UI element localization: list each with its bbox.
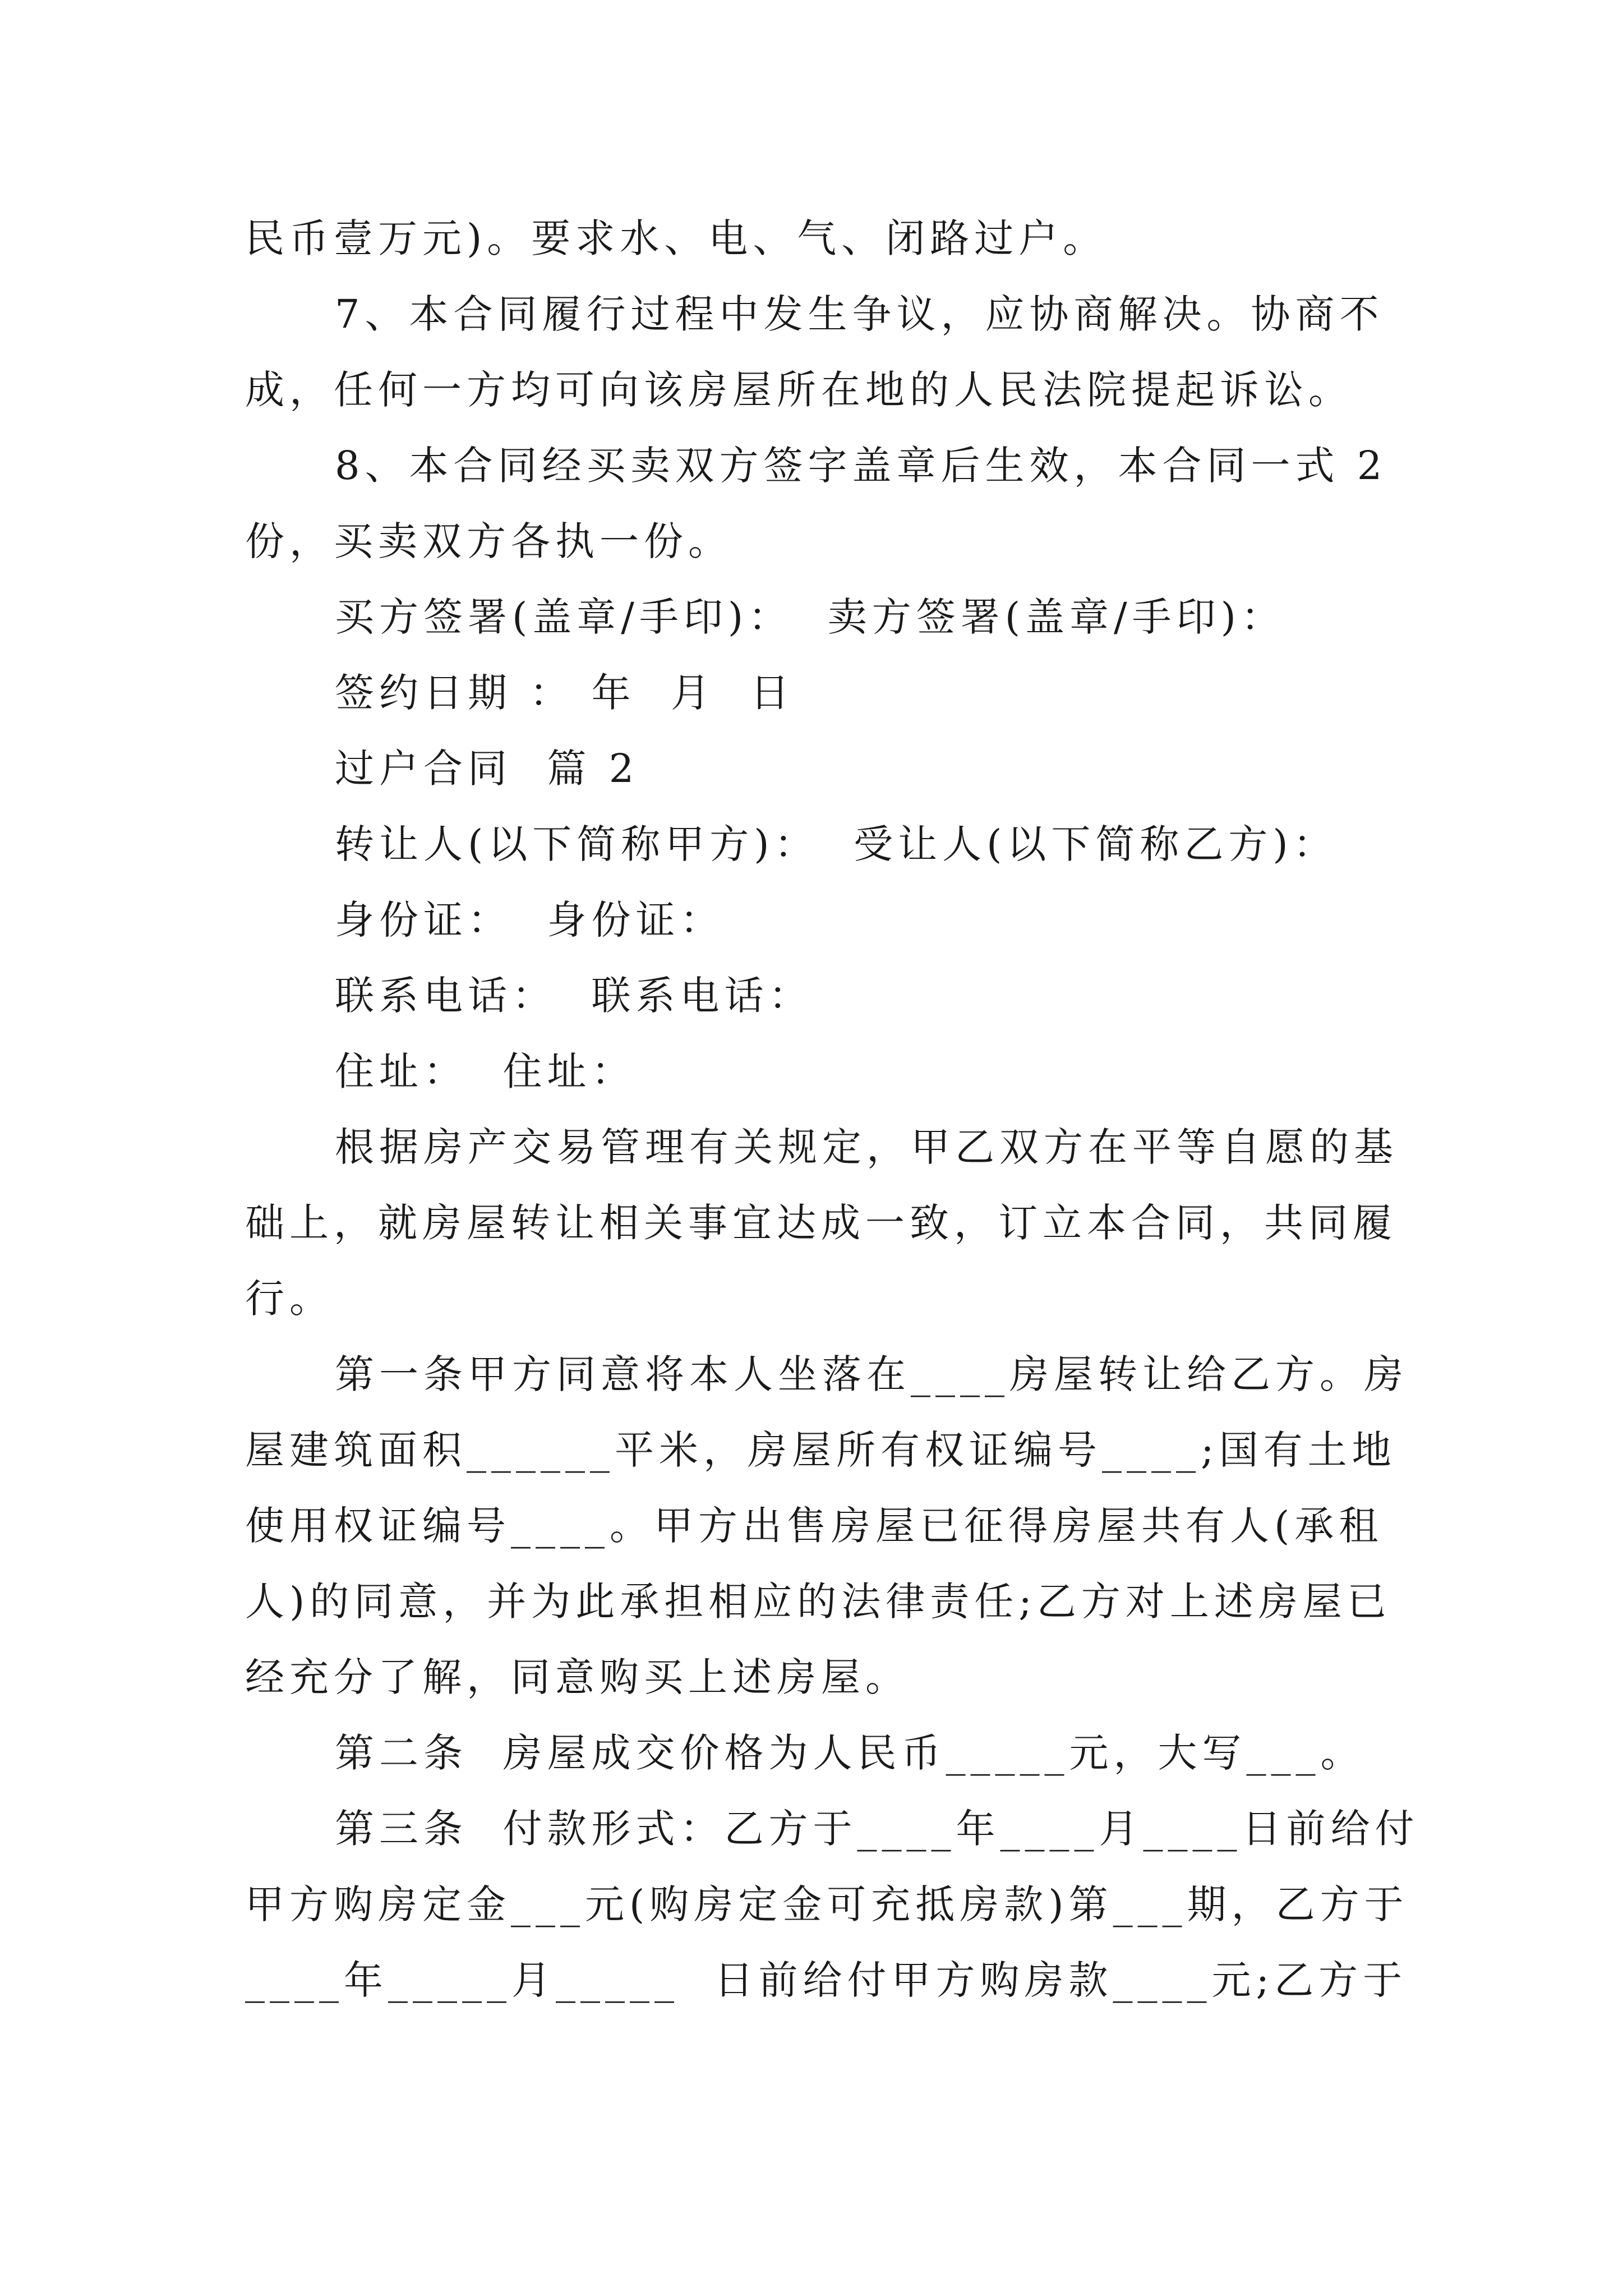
- article-3-line: 第三条 付款形式：乙方于____年____月____日前给付: [335, 1806, 1419, 1852]
- text-line: 经充分了解，同意购买上述房屋。: [245, 1654, 910, 1700]
- signature-line: 买方签署(盖章/手印)： 卖方签署(盖章/手印)：: [335, 594, 1285, 640]
- text-line: ____年_____月_____ 日前给付甲方购房款____元;乙方于: [245, 1957, 1408, 2003]
- text-line: 民币壹万元)。要求水、电、气、闭路过户。: [245, 215, 1108, 261]
- text-line: 础上，就房屋转让相关事宜达成一致，订立本合同，共同履: [245, 1200, 1397, 1246]
- preamble-line: 根据房产交易管理有关规定，甲乙双方在平等自愿的基: [335, 1124, 1398, 1170]
- text-line: 甲方购房定金___元(购房定金可充抵房款)第___期，乙方于: [245, 1881, 1409, 1927]
- signing-date-line: 签约日期 ： 年 月 日: [335, 670, 795, 716]
- text-line: 人)的同意，并为此承担相应的法律责任;乙方对上述房屋已: [245, 1579, 1391, 1625]
- address-line: 住址： 住址：: [335, 1048, 636, 1094]
- text-line: 成，任何一方均可向该房屋所在地的人民法院提起诉讼。: [245, 367, 1353, 413]
- text-line: 行。: [245, 1276, 334, 1322]
- text-line: 屋建筑面积______平米，房屋所有权证编号____;国有土地: [245, 1427, 1396, 1473]
- clause-7-line: 7、本合同履行过程中发生争议，应协商解决。协商不: [335, 291, 1384, 337]
- clause-8-line: 8、本合同经买卖双方签字盖章后生效，本合同一式 2: [335, 443, 1387, 489]
- id-card-line: 身份证： 身份证：: [335, 897, 725, 943]
- parties-line: 转让人(以下简称甲方)： 受让人(以下简称乙方)：: [335, 821, 1338, 867]
- article-1-line: 第一条甲方同意将本人坐落在____房屋转让给乙方。房: [335, 1351, 1408, 1397]
- article-2-line: 第二条 房屋成交价格为人民币_____元，大写___。: [335, 1730, 1365, 1776]
- text-line: 使用权证编号____。甲方出售房屋已征得房屋共有人(承租: [245, 1503, 1384, 1549]
- text-line: 份，买卖双方各执一份。: [245, 518, 732, 564]
- section-heading: 过户合同 篇 2: [335, 746, 639, 792]
- phone-line: 联系电话： 联系电话：: [335, 973, 813, 1019]
